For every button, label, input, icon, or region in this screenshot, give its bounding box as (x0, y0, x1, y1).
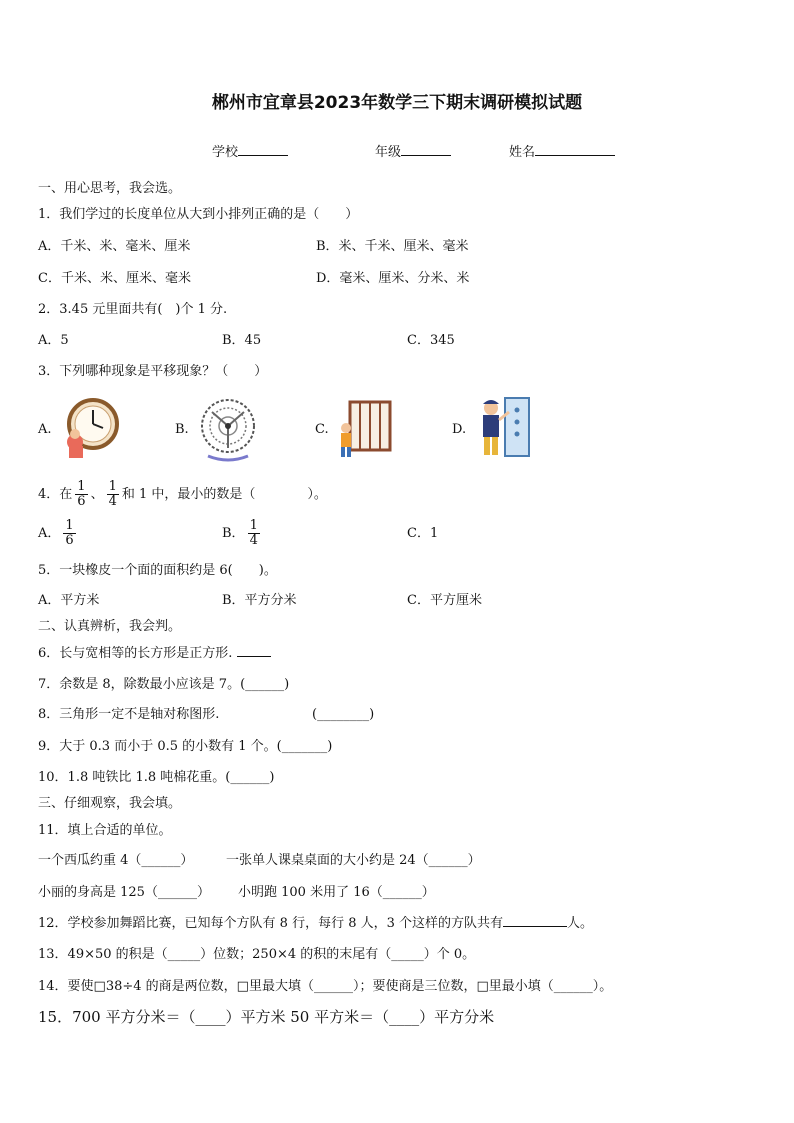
q8-text: 8．三角形一定不是轴对称图形. (38, 707, 220, 722)
q11-line2-a: 小丽的身高是 125（______） (38, 885, 210, 900)
denominator: 4 (108, 494, 117, 509)
name-field (509, 141, 615, 160)
fraction-one-sixth (63, 519, 75, 548)
q3-stem: 3．下列哪种现象是平移现象？（ ） (38, 364, 268, 379)
q4-option-b[interactable] (222, 517, 263, 551)
q2-stem: 2．3.45 元里面共有( )个 1 分. (38, 302, 228, 317)
section-2-heading: 二、认真辨析，我会判。 (38, 619, 182, 634)
section-3-heading: 三、仔细观察，我会填。 (38, 796, 182, 811)
q12-unit: 人。 (567, 916, 594, 931)
numerator: 1 (108, 479, 117, 494)
numerator: 1 (249, 518, 258, 533)
q4-option-b-label: B． (222, 526, 245, 541)
q11-line1-a: 一个西瓜约重 4（______） (38, 853, 194, 868)
clock-icon[interactable] (61, 396, 119, 458)
fraction-one-sixth (75, 480, 87, 509)
q4-option-c[interactable]: C．1 (407, 526, 439, 541)
q4-sep: 、 (90, 487, 104, 502)
name-blank[interactable] (535, 155, 615, 156)
q3-option-b-label[interactable]: B. (175, 422, 189, 437)
q3-option-c-label[interactable]: C. (315, 422, 329, 437)
q7-text: 7．余数是 8，除数最小应该是 7。(______) (38, 677, 290, 692)
q11-line2-b: 小明跑 100 米用了 16（______） (238, 885, 435, 900)
grade-label: 年级 (375, 145, 402, 160)
q1-option-a[interactable]: A．千米、米、毫米、厘米 (38, 239, 191, 254)
school-field (212, 141, 288, 160)
q3-option-d-label[interactable]: D. (452, 422, 467, 437)
q4-option-a-label: A． (38, 526, 61, 541)
q15-text: 15．700 平方分米＝（____）平方米 50 平方米＝（____）平方分米 (38, 1008, 495, 1026)
section-1-heading: 一、用心思考，我会选。 (38, 181, 182, 196)
q1-option-c[interactable]: C．千米、米、厘米、毫米 (38, 271, 191, 286)
name-label: 姓名 (509, 145, 536, 160)
school-label: 学校 (212, 145, 239, 160)
q6-text: 6．长与宽相等的长方形是正方形. (38, 646, 233, 661)
q12-blank[interactable] (503, 926, 567, 927)
q4-post: 和 1 中，最小的数是（ ）。 (121, 487, 327, 502)
grade-field (375, 141, 451, 160)
q6-line (38, 645, 271, 663)
q1-stem: 1．我们学过的长度单位从大到小排列正确的是（ ） (38, 207, 359, 222)
denominator: 6 (65, 533, 74, 548)
window-icon[interactable] (336, 398, 394, 458)
q12-text: 12．学校参加舞蹈比赛，已知每个方队有 8 行，每行 8 人，3 个这样的方队共有 (38, 916, 504, 931)
fraction-one-quarter (248, 519, 260, 548)
q9-text: 9．大于 0.3 而小于 0.5 的小数有 1 个。(_______) (38, 739, 333, 754)
numerator: 1 (65, 518, 74, 533)
denominator: 4 (249, 533, 258, 548)
q14-text: 14．要使□38÷4 的商是两位数，□里最大填（______）；要使商是三位数，□里最小填（______）。 (38, 979, 613, 994)
q4-stem (38, 478, 327, 512)
q3-option-a-label[interactable]: A. (38, 422, 52, 437)
q4-pre: 4．在 (38, 487, 73, 502)
q6-blank[interactable] (237, 656, 271, 657)
q5-option-a[interactable]: A．平方米 (38, 593, 100, 608)
q5-stem: 5．一块橡皮一个面的面积约是 6( )。 (38, 563, 277, 578)
grade-blank[interactable] (401, 155, 451, 156)
q8-blank[interactable]: (________) (312, 707, 375, 722)
q2-option-a[interactable]: A．5 (38, 333, 69, 348)
q11-line1-b: 一张单人课桌桌面的大小约是 24（______） (226, 853, 481, 868)
fraction-one-quarter (107, 480, 119, 509)
elevator-icon[interactable] (475, 396, 533, 460)
q2-option-b[interactable]: B．45 (222, 333, 262, 348)
denominator: 6 (77, 494, 86, 509)
q12-line (38, 915, 593, 933)
q11-stem: 11．填上合适的单位。 (38, 823, 172, 838)
q10-text: 10．1.8 吨铁比 1.8 吨棉花重。(______) (38, 770, 275, 785)
q1-option-b[interactable]: B．米、千米、厘米、毫米 (316, 239, 469, 254)
fan-icon[interactable] (198, 390, 256, 466)
numerator: 1 (77, 479, 86, 494)
q5-option-c[interactable]: C．平方厘米 (407, 593, 482, 608)
school-blank[interactable] (238, 155, 288, 156)
q4-option-a[interactable] (38, 517, 79, 551)
q13-text: 13．49×50 的积是（_____）位数；250×4 的积的末尾有（_____）个 0。 (38, 947, 476, 962)
q5-option-b[interactable]: B．平方分米 (222, 593, 297, 608)
page-title: 郴州市宜章县2023年数学三下期末调研模拟试题 (211, 93, 583, 113)
q1-option-d[interactable]: D．毫米、厘米、分米、米 (316, 271, 470, 286)
q2-option-c[interactable]: C．345 (407, 333, 455, 348)
